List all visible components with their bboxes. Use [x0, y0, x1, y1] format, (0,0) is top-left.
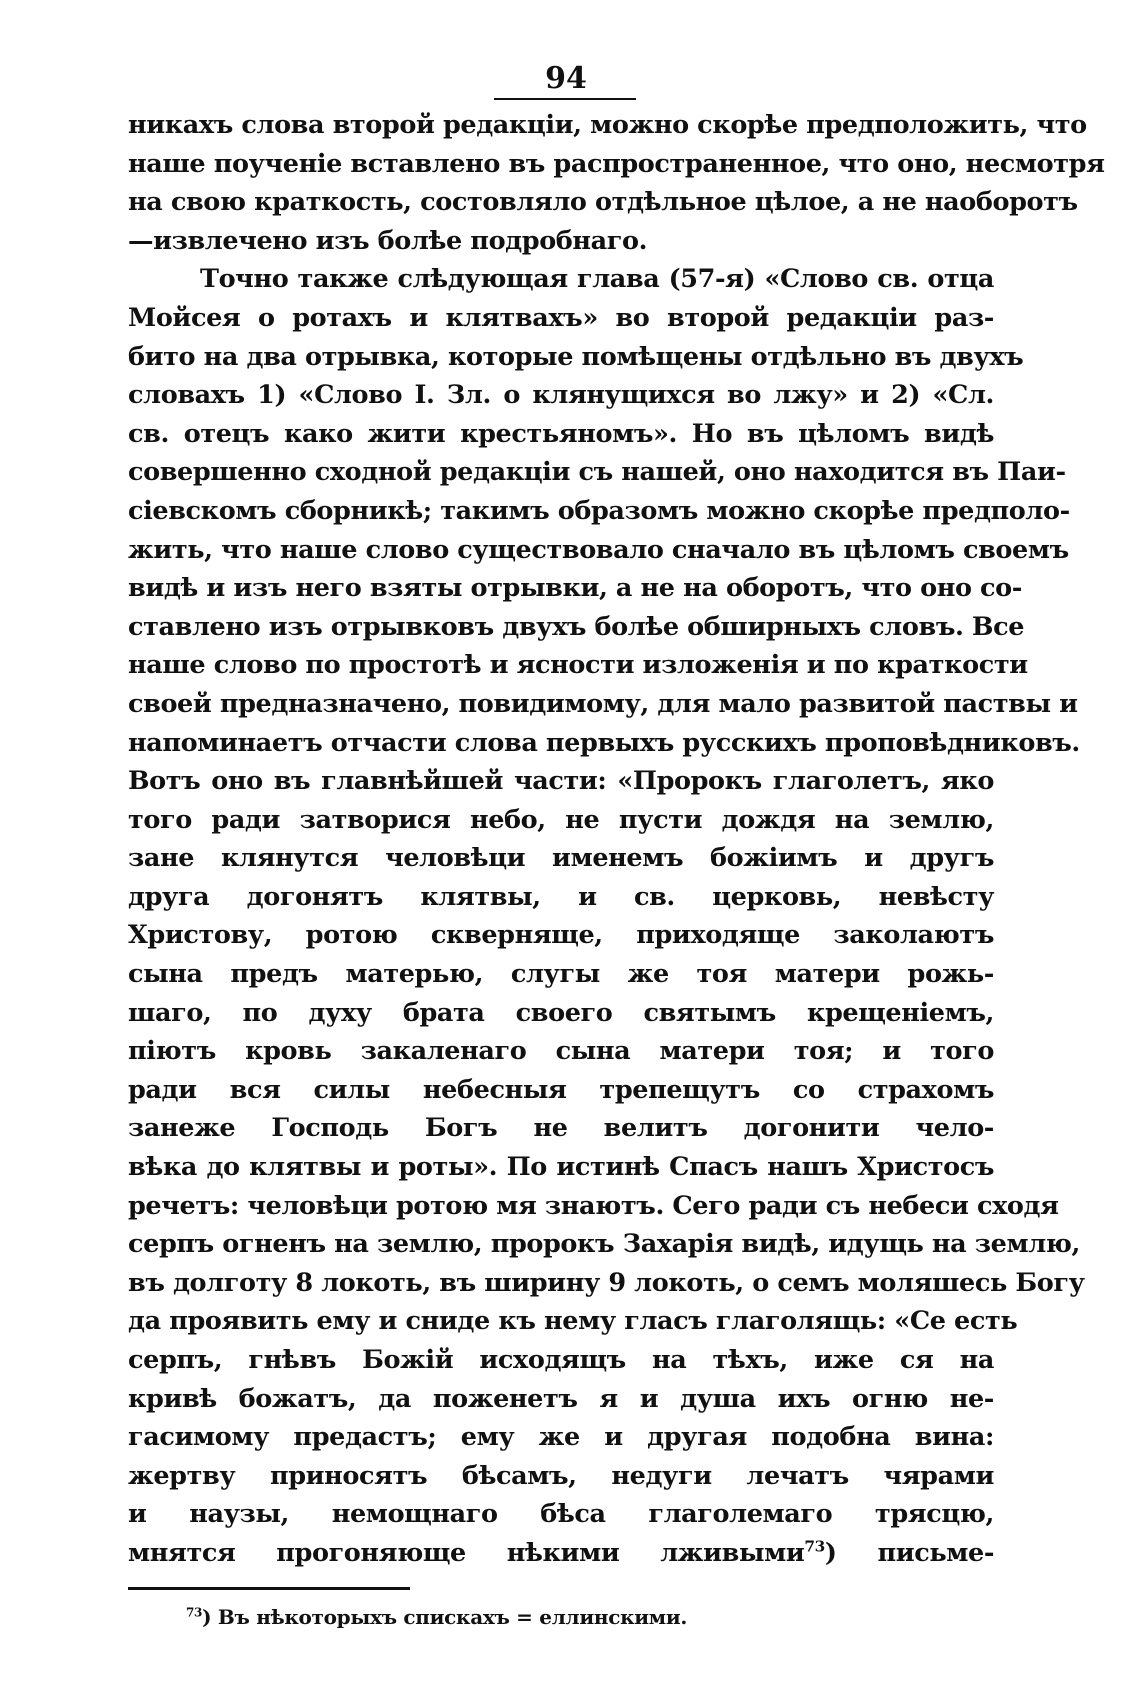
text-line: занеже Господь Богъ не велитъ догонити чело-	[128, 1113, 994, 1144]
text-line: Христову, ротою скверняще, приходяще заколаютъ	[128, 920, 994, 951]
text-line: наше поученіе вставлено въ распространенное, что оно, несмотря	[128, 148, 1105, 179]
text-line: и наузы, немощнаго бѣса глаголемаго трясцю,	[128, 1499, 994, 1530]
text-line: Вотъ оно въ главнѣйшей части: «Пророкъ глаголетъ, яко	[128, 766, 994, 797]
text-line: серпъ, гнѣвъ Божій исходящъ на тѣхъ, иже ся на	[128, 1345, 994, 1375]
text-line: напоминаетъ отчасти слова первыхъ русскихъ проповѣдниковъ.	[128, 727, 1080, 758]
text-line: сына предъ матерью, слугы же тоя матери рожь-	[128, 959, 994, 990]
text-line: жертву приносятъ бѣсамъ, недуги лечатъ чярами	[128, 1460, 994, 1491]
text-line: наше слово по простотѣ и ясности изложенія и по краткости	[128, 650, 1028, 681]
text-line: ставлено изъ отрывковъ двухъ болѣе обширныхъ словъ. Все	[128, 611, 1025, 642]
text-line: кривѣ божатъ, да поженетъ я и душа ихъ огню не-	[128, 1383, 994, 1414]
text-line: піютъ кровь закаленаго сына матери тоя; и того	[128, 1036, 994, 1067]
text-line: сіевскомъ сборникѣ; такимъ образомъ можно скорѣе предполо-	[128, 495, 1070, 526]
body-text	[128, 106, 1105, 1573]
page-number: 94	[545, 61, 587, 96]
document-page	[128, 60, 1105, 1630]
text-line: да проявить ему и сниде къ нему гласъ глаголящь: «Се есть	[128, 1306, 1018, 1337]
text-line: словахъ 1) «Слово I. Зл. о клянущихся во лжу» и 2) «Сл.	[128, 380, 994, 411]
text-line: Мойсея о ротахъ и клятвахъ» во второй редакціи раз-	[128, 302, 994, 333]
text-line: шаго, по духу брата своего святымъ крещеніемъ,	[128, 997, 994, 1028]
text-line: совершенно сходной редакціи съ нашей, оно находится въ Паи-	[128, 457, 1066, 488]
text-line: бито на два отрывка, которые помѣщены отдѣльно въ двухъ	[128, 341, 1024, 372]
text-line: ради вся силы небесныя трепещутъ со страхомъ	[128, 1074, 994, 1105]
footnote	[128, 1604, 994, 1630]
text-line: никахъ слова второй редакціи, можно скорѣе предположить, что	[128, 110, 1087, 140]
text-line: жить, что наше слово существовало сначало въ цѣломъ своемъ	[128, 534, 1069, 565]
text-line: —извлечено изъ болѣе подробнаго.	[128, 225, 648, 256]
text-line: речетъ: человѣци ротою мя знаютъ. Сего ради съ небеси сходя	[128, 1190, 1059, 1221]
text-line-with-footnote-ref	[128, 1534, 994, 1573]
header-rule	[494, 98, 636, 100]
footnote-rule	[128, 1587, 410, 1590]
text-line: друга догонятъ клятвы, и св. церковь, невѣсту	[128, 881, 994, 912]
footnote-text: ) Въ нѣкоторыхъ спискахъ = еллинскими.	[202, 1604, 688, 1629]
footnote-reference-paren: )	[824, 1537, 837, 1568]
text-line-fragment: письме-	[877, 1537, 995, 1568]
text-line: видѣ и изъ него взяты отрывки, а не на оборотъ, что оно со-	[128, 573, 1022, 604]
text-line: зане клянутся человѣци именемъ божіимъ и другъ	[128, 843, 994, 874]
footnote-marker: 73	[186, 1604, 203, 1619]
text-line: Точно также слѣдующая глава (57-я) «Слово св. отца	[200, 264, 994, 295]
text-line: въ долготу 8 локоть, въ ширину 9 локоть, о семъ моляшесь Богу	[128, 1267, 1085, 1298]
text-line: на свою краткость, состовляло отдѣльное цѣлое, а не наоборотъ	[128, 187, 1078, 218]
text-line: вѣка до клятвы и роты». По истинѣ Спасъ нашъ Христосъ	[128, 1152, 994, 1183]
footnote-reference: 73	[804, 1537, 825, 1556]
text-line: того ради затворися небо, не пусти дождя на землю,	[128, 804, 994, 835]
text-line: своей предназначено, повидимому, для мало развитой паствы и	[128, 688, 1078, 719]
text-line-fragment: мнятся прогоняюще нѣкими лживыми	[128, 1537, 805, 1568]
text-line: серпъ огненъ на землю, пророкъ Захарія видѣ, идущь на землю,	[128, 1229, 1081, 1260]
text-line: св. отецъ како жити крестьяномъ». Но въ цѣломъ видѣ	[128, 418, 994, 449]
text-line: гасимому предастъ; ему же и другая подобна вина:	[128, 1422, 994, 1453]
